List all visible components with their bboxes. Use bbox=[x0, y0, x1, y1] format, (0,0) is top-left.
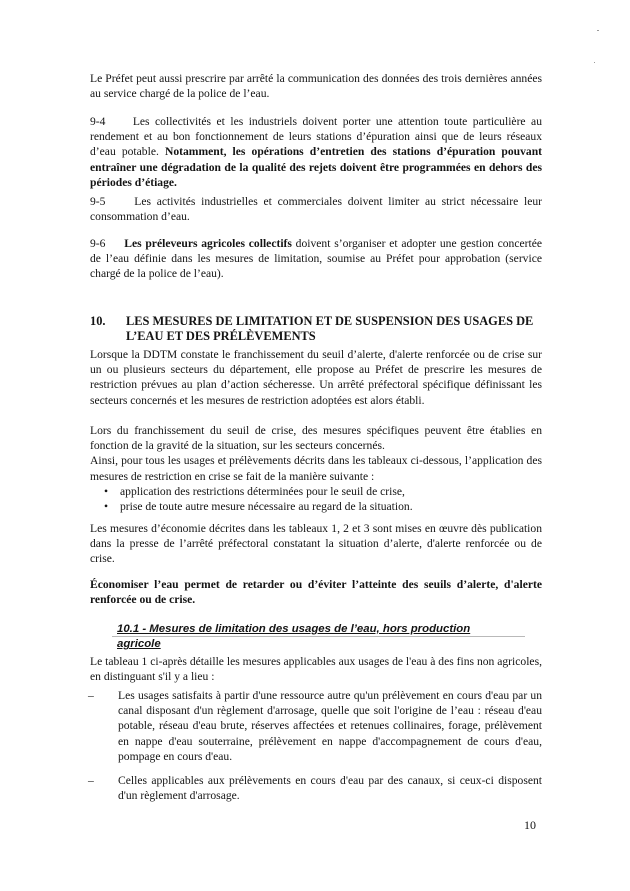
paragraph-economiser: Économiser l’eau permet de retarder ou d’éviter l’atteinte des seuils d’alerte, d'alerte renforcée ou de crise. bbox=[90, 578, 542, 607]
section-title-line2: L’EAU ET DES PRÉLÈVEMENTS bbox=[126, 328, 316, 343]
item-9-6 bbox=[90, 236, 542, 282]
subsection-divider bbox=[112, 636, 525, 637]
item-bold-text: Notamment, les opérations d’entretien des stations d’épuration pouvant entraîner une dégradation de la qualité des rejets doivent être programmées en dehors des périodes d’étiage. bbox=[90, 145, 543, 189]
list-item: • prise de toute autre mesure nécessaire au regard de la situation. bbox=[90, 499, 542, 514]
paragraph-prefet: Le Préfet peut aussi prescrire par arrêté la communication des données des trois dernières années au service chargé de la police de l’eau. bbox=[90, 72, 542, 101]
item-number: 9-4 bbox=[90, 115, 106, 128]
restriction-bullet-list bbox=[90, 484, 542, 514]
item-text: doivent s’organiser et adopter une gestion concertée de l’eau définie dans les mesures de limitation, soumise au Préfet pour approbation (service chargé de la police de l’eau). bbox=[90, 237, 542, 281]
dash-list bbox=[88, 688, 542, 803]
section-title-line1: LES MESURES DE LIMITATION ET DE SUSPENSION DES USAGES DE bbox=[126, 314, 534, 328]
scan-speck bbox=[597, 30, 599, 31]
paragraph-ddtm: Lorsque la DDTM constate le franchissement du seuil d’alerte, d'alerte renforcée ou de crise sur un ou plusieurs secteurs du département, elle propose au Préfet de prescrire les mesures de restriction prévues au plan d’action sécheresse. Un arrêté préfectoral spécifique définissant les secteurs concernés et les mesures de restriction adoptées est alors établi. bbox=[90, 348, 542, 407]
item-text: Les collectivités et les industriels doivent porter une attention toute particulière au rendement et au bon fonctionnement de leurs stations d’épuration ainsi que de leurs réseaux d’eau potable. bbox=[90, 115, 542, 159]
item-number: 9-5 bbox=[90, 195, 106, 208]
scan-speck bbox=[594, 62, 595, 63]
section-10-heading bbox=[90, 314, 545, 343]
item-9-4 bbox=[90, 114, 542, 190]
dash-marker: – bbox=[88, 689, 94, 702]
list-item: – Les usages satisfaits à partir d'une ressource autre qu'un prélèvement en cours d'eau par un canal disposant d'un règlement d'arrosage, quelle que soit l'origine de l’eau : réseau d'eau potable, réseau d'eau brute, réserves affectées et retenues collinaires, forage, prélèvement en nappe d'eau souterraine, prélèvement en nappe d'accompagnement de cours d'eau, pompage en cours d'eau. bbox=[88, 689, 542, 763]
subsection-10-1-heading: 10.1 - Mesures de limitation des usages de l’eau, hors production agricole bbox=[117, 623, 471, 651]
list-item: • application des restrictions déterminées pour le seuil de crise, bbox=[90, 484, 542, 499]
item-text: Les activités industrielles et commerciales doivent limiter au strict nécessaire leur consommation d’eau. bbox=[90, 195, 542, 224]
paragraph-tableau-1: Le tableau 1 ci-après détaille les mesures applicables aux usages de l'eau à des fins non agricoles, en distinguant s'il y a lieu : bbox=[90, 655, 542, 684]
list-item: – Celles applicables aux prélèvements en cours d'eau par des canaux, si ceux-ci disposent d'un règlement d'arrosage. bbox=[88, 774, 542, 803]
paragraph-economie: Les mesures d’économie décrites dans les tableaux 1, 2 et 3 sont mises en œuvre dès publication dans la presse de l’arrêté préfectoral constatant la situation d’alerte, d'alerte renforcée ou de crise. bbox=[90, 522, 542, 566]
dash-marker: – bbox=[88, 774, 94, 788]
section-number: 10. bbox=[90, 314, 106, 328]
page-number: 10 bbox=[524, 818, 536, 832]
paragraph-crise: Lors du franchissement du seuil de crise, des mesures spécifiques peuvent être établies en fonction de la gravité de la situation, sur les secteurs concernés. Ainsi, pour tous les usages et prélèvements décrits dans les tableaux ci-dessous, l’application des mesures de restriction en crise se fait de la manière suivante : • application des restrictions déterminées pour le seuil de crise, • prise de toute autre mesure nécessaire au regard de la situation. bbox=[90, 423, 542, 514]
item-number: 9-6 bbox=[90, 237, 106, 250]
item-9-5 bbox=[90, 194, 542, 224]
item-bold-text: Les préleveurs agricoles collectifs bbox=[124, 237, 292, 250]
